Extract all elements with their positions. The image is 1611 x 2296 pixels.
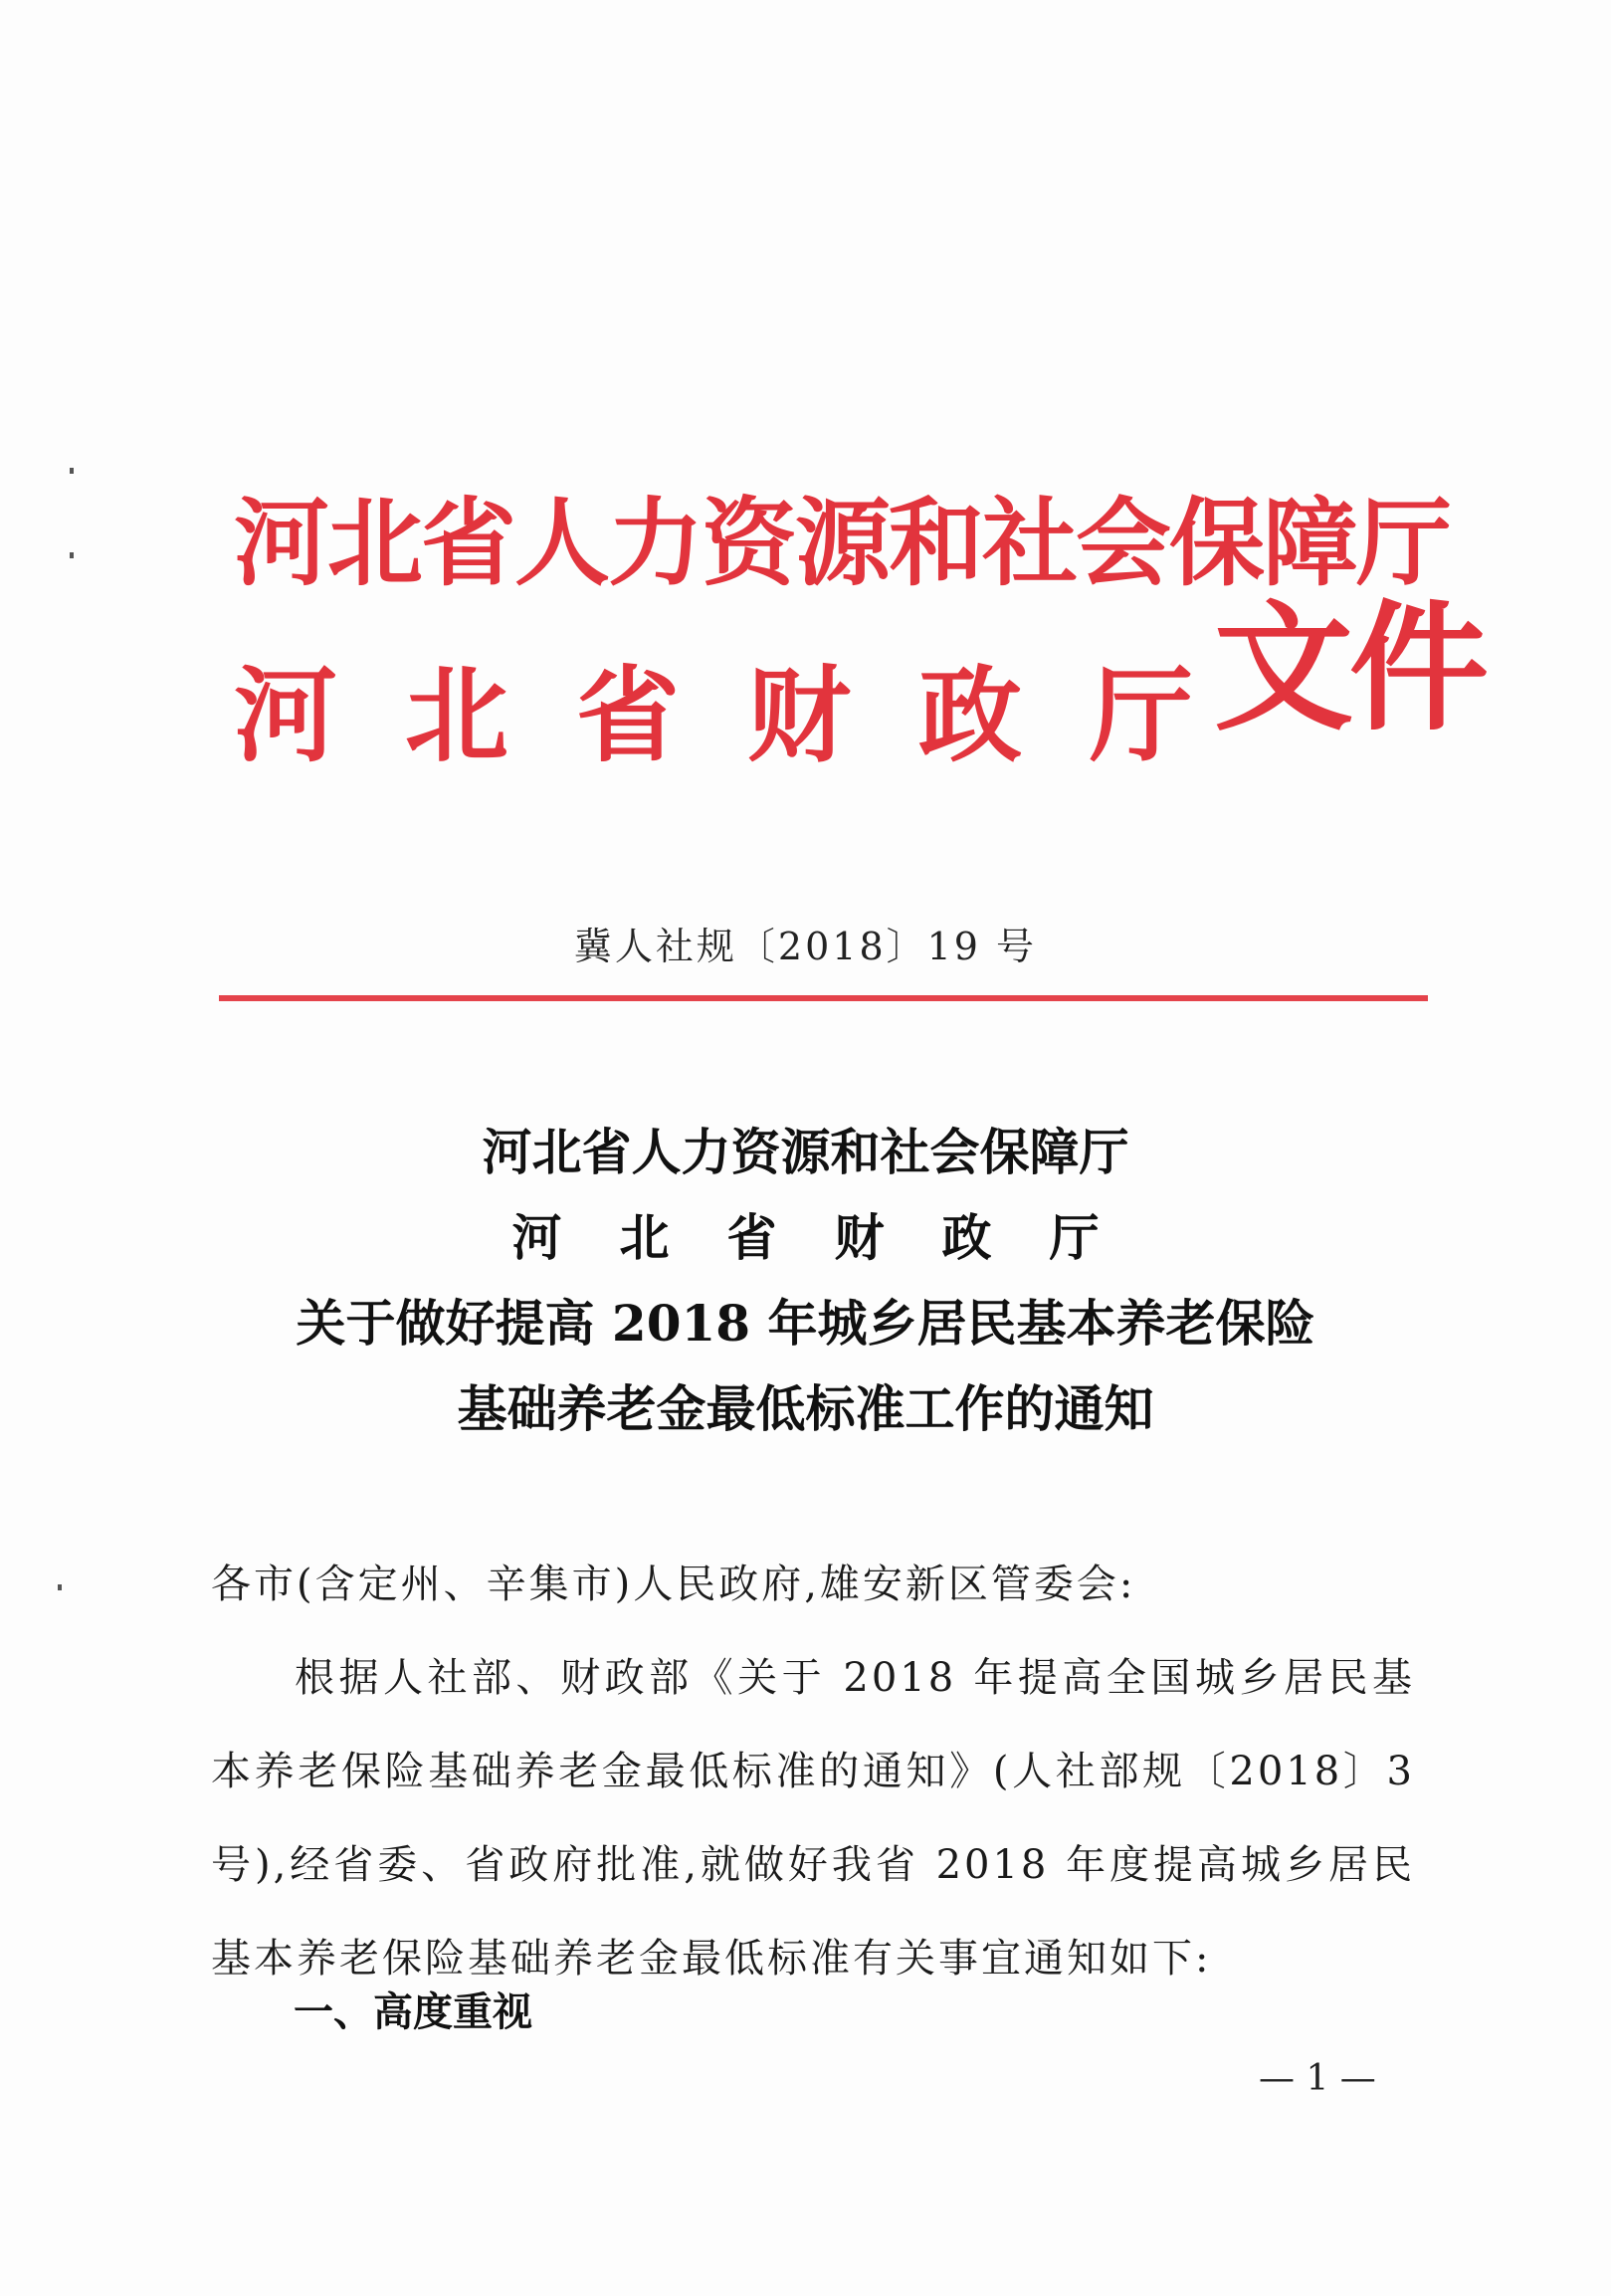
red-masthead [234, 468, 1486, 806]
masthead-issuer-1: 河北省人力资源和社会保障厅 [234, 488, 1450, 599]
section-heading: 一、高度重视 [294, 1989, 532, 2035]
masthead-document-label: 文件 [1214, 588, 1486, 750]
title-line-3: 关于做好提高 2018 年城乡居民基本养老保险 [296, 1294, 1315, 1353]
scan-speck [70, 552, 74, 558]
title-line-1: 河北省人力资源和社会保障厅 [482, 1123, 1129, 1181]
salutation: 各市(含定州、辛集市)人民政府,雄安新区管委会: [211, 1562, 1136, 1607]
body-paragraph: 根据人社部、财政部《关于 2018 年提高全国城乡居民基本养老保险基础养老金最低标准的通知》(人社部规〔2018〕3 号),经省委、省政府批准,就做好我省 2018 年度提高城乡居民基本养老保险基础养老金最低标准有关事宜通知如下: [211, 1655, 1415, 1982]
title-line-2: 河北省财政厅 [511, 1208, 1157, 1267]
document-body [211, 1538, 1415, 2005]
scan-speck [70, 468, 74, 474]
masthead-issuer-2: 河北省财政厅 [234, 655, 1262, 776]
title-line-4: 基础养老金最低标准工作的通知 [457, 1379, 1154, 1438]
scan-speck [58, 1584, 62, 1590]
document-title [0, 1110, 1611, 1452]
red-divider-rule [219, 995, 1428, 1001]
document-number: 冀人社规〔2018〕19 号 [573, 925, 1038, 968]
page-number: — 1 — [1259, 2058, 1376, 2099]
